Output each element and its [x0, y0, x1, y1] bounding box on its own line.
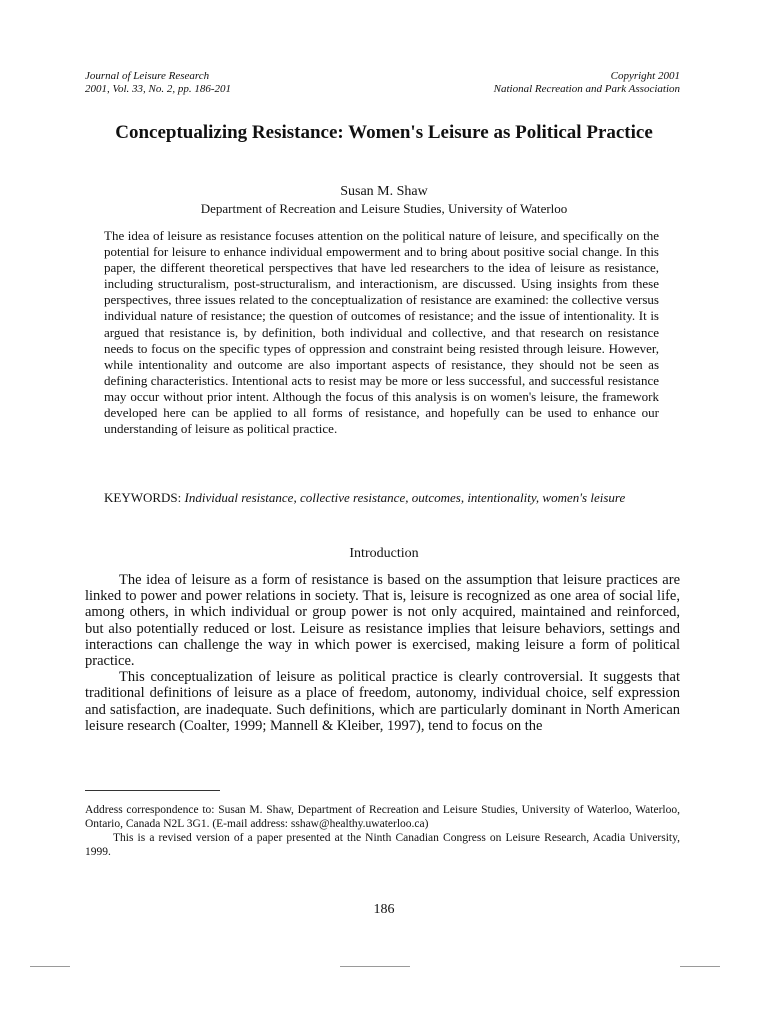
author-name: Susan M. Shaw	[340, 184, 428, 199]
abstract: The idea of leisure as resistance focuses attention on the political nature of leisure, and specifically on the potential for leisure to enhance individual empowerment and to bring about positive social change. In this paper, the different theoretical perspectives that have led researchers to the idea of leisure as resistance, including structuralism, post-structuralism, and interactionism, are discussed. Using insights from these perspectives, three issues related to the conceptualization of resistance are examined: the collective versus individual nature of resistance; the question of outcomes of resistance; and the issue of intentionality. It is argued that resistance is, by definition, both individual and collective, and that research on resistance needs to focus on the specific types of oppression and constraint being resisted through leisure. However, while intentionality and outcome are also important aspects of resistance, they should not be seen as defining characteristics. Intentional acts to resist may be more or less successful, and successful resistance may occur without prior intent. Although the focus of this analysis is on women's leisure, the framework developed here can be applied to all forms of resistance, and hopefully can be used to enhance our understanding of leisure as political practice.	[104, 228, 659, 437]
scan-artifact	[30, 966, 70, 967]
paragraph: The idea of leisure as a form of resistance is based on the assumption that leisure practices are linked to power and power relations in society. That is, leisure is recognized as one area of social life, among others, in which individual or group power is not only acquired, maintained and reinforced, but also potentially reduced or lost. Leisure as resistance implies that leisure behaviors, settings and interactions can challenge the way in which power is exercised, making leisure a form of political practice.	[85, 572, 680, 670]
footnotes	[85, 803, 680, 859]
author-affiliation: Department of Recreation and Leisure Studies, University of Waterloo	[200, 201, 568, 216]
paper-title: Conceptualizing Resistance: Women's Leisure as Political Practice	[115, 122, 653, 143]
footnote-divider	[85, 790, 220, 791]
journal-name: Journal of Leisure Research	[85, 70, 210, 82]
publisher-line: National Recreation and Park Association	[493, 83, 680, 95]
running-header-right	[494, 70, 680, 96]
paragraph: This conceptualization of leisure as political practice is clearly controversial. It suggests that traditional definitions of leisure as a place of freedom, autonomy, individual choice, self expression and satisfaction, are inadequate. Such definitions, which are particularly dominant in North American leisure research (Coalter, 1999; Mannell & Kleiber, 1997), tend to focus on the	[85, 669, 680, 734]
journal-citation: 2001, Vol. 33, No. 2, pp. 186-201	[85, 83, 232, 95]
scan-artifact	[340, 966, 410, 967]
page-number: 186	[373, 902, 395, 917]
keywords	[104, 490, 659, 506]
body-text	[85, 572, 680, 734]
footnote-revision: This is a revised version of a paper presented at the Ninth Canadian Congress on Leisure Research, Acadia University, 1999.	[85, 832, 680, 858]
scan-artifact	[680, 966, 720, 967]
keywords-list: Individual resistance, collective resistance, outcomes, intentionality, women's leisure	[184, 490, 626, 505]
running-header-left	[85, 70, 231, 96]
copyright-line: Copyright 2001	[610, 70, 680, 82]
section-heading-introduction: Introduction	[349, 546, 419, 561]
footnote-correspondence: Address correspondence to: Susan M. Shaw, Department of Recreation and Leisure Studies, University of Waterloo, Waterloo, Ontario, Canada N2L 3G1. (E-mail address: sshaw@healthy.uwaterloo.ca)	[85, 804, 680, 830]
keywords-label: KEYWORDS:	[104, 490, 182, 505]
